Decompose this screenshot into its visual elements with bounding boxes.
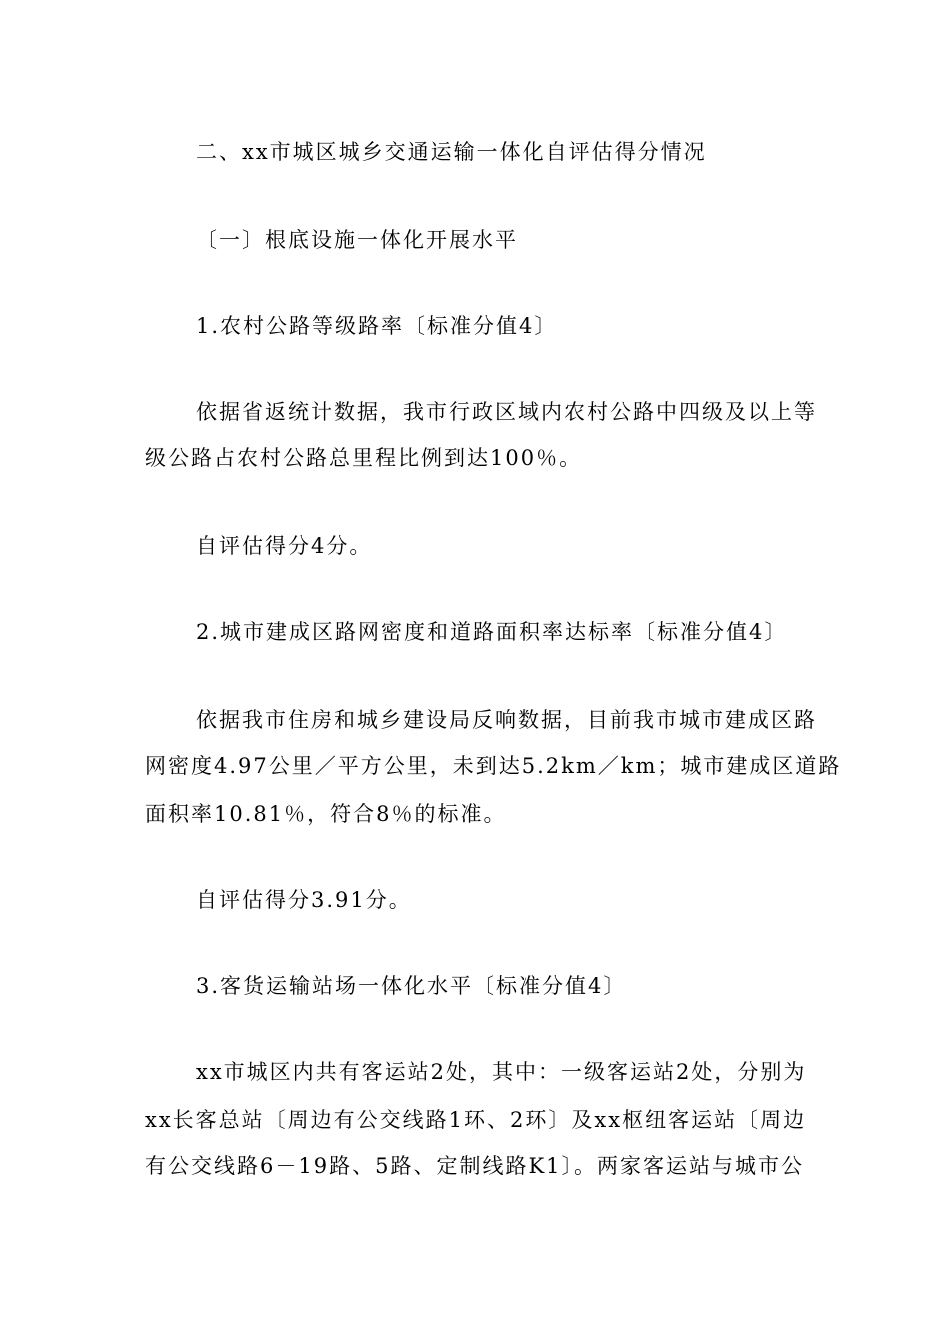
item-3-body-line-1: xx市城区内共有客运站2处，其中：一级客运站2处，分别为 [196,1060,807,1084]
item-1-score: 自评估得分4分。 [196,534,373,558]
item-2-body-line-1: 依据我市住房和城乡建设局反响数据，目前我市城市建成区路 [196,708,817,732]
item-2-body-line-3: 面积率10.81％，符合8％的标准。 [145,802,507,826]
item-3-body-line-3: 有公交线路6－19路、5路、定制线路K1〕。两家客运站与城市公 [145,1154,804,1178]
item-1-body-line-1: 依据省返统计数据，我市行政区域内农村公路中四级及以上等 [196,400,817,424]
item-1-title: 1.农村公路等级路率〔标准分值4〕 [196,314,558,338]
item-2-body-line-2: 网密度4.97公里／平方公里，未到达5.2km／km；城市建成区道路 [145,754,842,778]
item-3-body-line-2: xx长客总站〔周边有公交线路1环、2环〕及xx枢纽客运站〔周边 [145,1108,807,1132]
item-3-title: 3.客货运输站场一体化水平〔标准分值4〕 [196,974,627,998]
item-2-score: 自评估得分3.91分。 [196,888,412,912]
item-1-body-line-2: 级公路占农村公路总里程比例到达100％。 [145,446,583,470]
subsection-heading: 〔一〕根底设施一体化开展水平 [196,228,518,252]
item-2-title: 2.城市建成区路网密度和道路面积率达标率〔标准分值4〕 [196,620,788,644]
section-heading: 二、xx市城区城乡交通运输一体化自评估得分情况 [196,140,707,164]
